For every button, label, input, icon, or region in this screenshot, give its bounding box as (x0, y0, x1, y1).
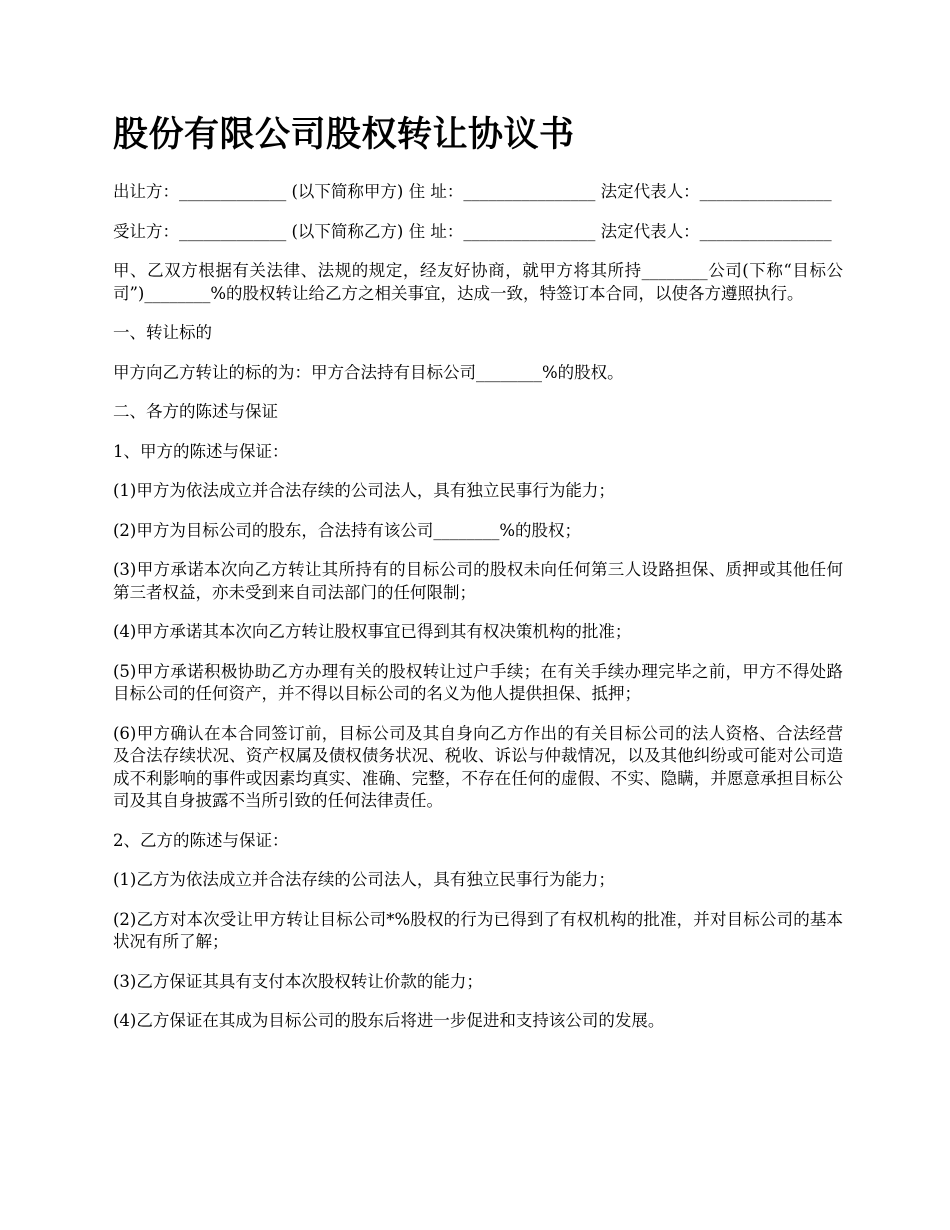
transferee-line: 受让方：_____________ (以下简称乙方) 住 址：________________ 法定代表人：________________ (113, 221, 832, 241)
party-b-clause-4: (4)乙方保证在其成为目标公司的股东后将进一步促进和支持该公司的发展。 (113, 1011, 665, 1030)
party-a-clause-6: (6)甲方确认在本合同签订前，目标公司及其自身向乙方作出的有关目标公司的法人资格、合法经营及合法存续状况、资产权属及债权债务状况、税收、诉讼与仲裁情况，以及其他纠纷或可能对公司造成不利影响的事件或因素均真实、准确、完整，不存在任何的虚假、不实、隐瞒，并愿意承担目标公司及其自身披露不当所引致的任何法律责任。 (113, 723, 843, 810)
section-heading-1: 一、转让标的 (113, 323, 212, 342)
party-b-clause-1: (1)乙方为依法成立并合法存续的公司法人，具有独立民事行为能力； (113, 870, 615, 889)
section-heading-2: 二、各方的陈述与保证 (113, 402, 278, 421)
party-a-clause-5: (5)甲方承诺积极协助乙方办理有关的股权转让过户手续；在有关手续办理完毕之前，甲方不得处路目标公司的任何资产，并不得以目标公司的名义为他人提供担保、抵押； (113, 661, 843, 703)
transfer-subject-paragraph: 甲方向乙方转让的标的为：甲方合法持有目标公司________%的股权。 (113, 362, 624, 382)
party-b-subheading: 2、乙方的陈述与保证： (113, 830, 289, 850)
document-title: 股份有限公司股权转让协议书 (113, 114, 575, 155)
party-a-clause-1: (1)甲方为依法成立并合法存续的公司法人，具有独立民事行为能力； (113, 481, 615, 500)
party-a-clause-4: (4)甲方承诺其本次向乙方转让股权事宜已得到其有权决策机构的批准； (113, 622, 632, 641)
transferor-line: 出让方：_____________ (以下简称甲方) 住 址：________________ 法定代表人：________________ (113, 182, 832, 201)
party-b-clause-2: (2)乙方对本次受让甲方转让目标公司*%股权的行为已得到了有权机构的批准，并对目标公司的基本状况有所了解； (113, 909, 843, 951)
preamble-paragraph: 甲、乙双方根据有关法律、法规的规定，经友好协商，就甲方将其所持________公司(下称“目标公司”)________%的股权转让给乙方之相关事宜，达成一致，特签订本合同，以使各方遵照执行。 (113, 261, 843, 303)
party-a-clause-2: (2)甲方为目标公司的股东，合法持有该公司________%的股权； (113, 520, 582, 540)
party-b-clause-3: (3)乙方保证其具有支付本次股权转让价款的能力； (113, 971, 483, 991)
document-body (113, 181, 843, 1050)
party-a-clause-3: (3)甲方承诺本次向乙方转让其所持有的目标公司的股权未向任何第三人设路担保、质押或其他任何第三者权益，亦未受到来自司法部门的任何限制； (113, 560, 843, 602)
party-a-subheading: 1、甲方的陈述与保证： (113, 441, 289, 461)
